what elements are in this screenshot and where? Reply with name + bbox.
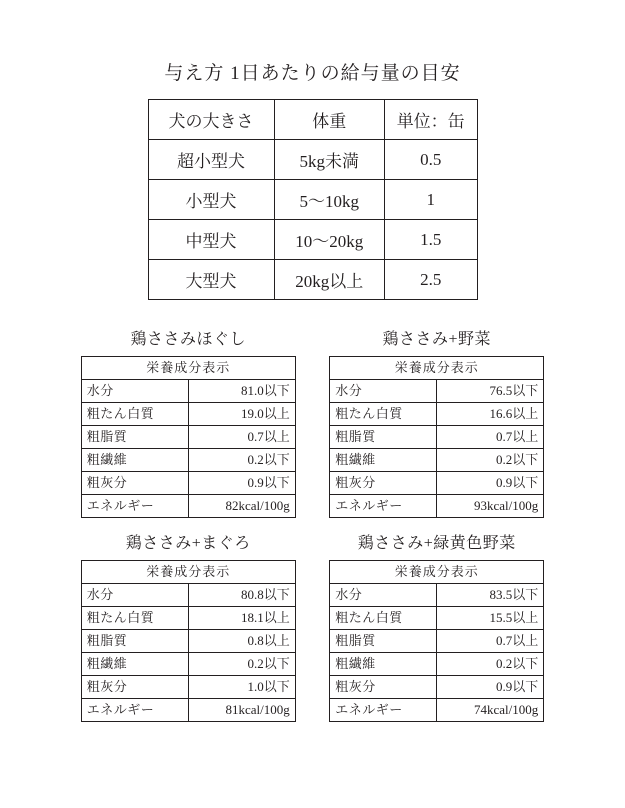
table-row [148,140,477,180]
table-row [330,584,544,607]
nutrition-table-header: 栄養成分表示 [330,561,544,584]
nutrition-block-title: 鶏ささみ+まぐろ [125,535,251,552]
nutrient-value: 0.2以下 [188,449,295,472]
nutrient-value: 0.7以上 [188,426,295,449]
table-row [330,495,544,518]
table-row [330,630,544,653]
nutrition-table [81,560,296,722]
nutrient-label: 粗繊維 [81,653,188,676]
nutrient-label: 粗繊維 [330,449,437,472]
column-header-weight: 体重 [274,100,384,140]
nutrient-label: 粗たん白質 [330,607,437,630]
document-page [0,58,625,808]
nutrient-value: 76.5以下 [437,380,544,403]
nutrient-value: 82kcal/100g [188,495,295,518]
table-row [330,403,544,426]
nutrient-value: 81kcal/100g [188,699,295,722]
table-row [81,676,295,699]
cell-dog-size: 大型犬 [148,260,274,300]
nutrient-label: 粗たん白質 [81,403,188,426]
nutrient-value: 0.9以下 [437,676,544,699]
nutrient-value: 0.9以下 [188,472,295,495]
nutrition-tables-grid [0,326,625,722]
table-row [81,403,295,426]
nutrition-block-sasami-ryokuoushoku-yasai [313,530,562,722]
nutrient-label: エネルギー [330,495,437,518]
table-row [148,220,477,260]
cell-unit: 0.5 [384,140,477,180]
nutrient-label: 粗脂質 [81,630,188,653]
nutrient-label: エネルギー [330,699,437,722]
nutrient-value: 0.2以下 [188,653,295,676]
nutrition-block-sasami-hogushi [64,326,313,518]
feeding-table-wrapper [0,99,625,300]
cell-weight: 5kg未満 [274,140,384,180]
cell-weight: 20kg以上 [274,260,384,300]
cell-unit: 2.5 [384,260,477,300]
nutrient-label: 粗灰分 [81,676,188,699]
feeding-guide-title: 与え方 1日あたりの給与量の目安 [164,63,461,84]
nutrient-value: 80.8以下 [188,584,295,607]
nutrient-label: エネルギー [81,699,188,722]
nutrient-value: 0.2以下 [437,653,544,676]
cell-dog-size: 超小型犬 [148,140,274,180]
nutrient-value: 93kcal/100g [437,495,544,518]
cell-dog-size: 中型犬 [148,220,274,260]
nutrient-value: 16.6以上 [437,403,544,426]
nutrient-label: 水分 [330,380,437,403]
table-row [81,584,295,607]
nutrient-label: 水分 [330,584,437,607]
nutrient-label: 水分 [81,584,188,607]
nutrition-block-title: 鶏ささみ+野菜 [382,331,492,348]
nutrition-table [329,356,544,518]
table-row [330,676,544,699]
table-row [81,653,295,676]
nutrient-label: 粗繊維 [330,653,437,676]
feeding-guide-table [148,99,478,300]
table-row [330,472,544,495]
nutrient-value: 0.9以下 [437,472,544,495]
nutrient-value: 15.5以上 [437,607,544,630]
nutrient-label: 粗灰分 [330,472,437,495]
nutrient-label: 粗脂質 [330,630,437,653]
cell-weight: 10〜20kg [274,220,384,260]
cell-dog-size: 小型犬 [148,180,274,220]
nutrient-value: 1.0以下 [188,676,295,699]
cell-unit: 1 [384,180,477,220]
nutrient-value: 0.8以上 [188,630,295,653]
table-row [148,180,477,220]
nutrition-block-title: 鶏ささみ+緑黄色野菜 [357,535,516,552]
table-row [330,380,544,403]
nutrition-table-header: 栄養成分表示 [81,561,295,584]
table-row [81,449,295,472]
nutrient-label: 粗たん白質 [81,607,188,630]
nutrient-label: 粗灰分 [81,472,188,495]
nutrition-block-title: 鶏ささみほぐし [130,331,246,348]
nutrition-block-sasami-maguro [64,530,313,722]
table-header-row [148,100,477,140]
cell-unit: 1.5 [384,220,477,260]
nutrition-block-sasami-yasai [313,326,562,518]
nutrient-value: 0.7以上 [437,630,544,653]
nutrient-value: 0.7以上 [437,426,544,449]
table-row [81,699,295,722]
table-header-row [81,357,295,380]
table-row [81,426,295,449]
nutrient-value: 81.0以下 [188,380,295,403]
nutrition-table [329,560,544,722]
table-row [330,699,544,722]
nutrient-value: 0.2以下 [437,449,544,472]
nutrient-label: 粗灰分 [330,676,437,699]
nutrition-table-header: 栄養成分表示 [330,357,544,380]
column-header-unit: 単位：缶 [384,100,477,140]
table-header-row [330,357,544,380]
nutrient-label: 粗繊維 [81,449,188,472]
table-row [81,630,295,653]
nutrient-value: 19.0以上 [188,403,295,426]
table-row [81,380,295,403]
table-row [81,495,295,518]
table-row [148,260,477,300]
nutrient-label: 水分 [81,380,188,403]
nutrient-label: 粗脂質 [330,426,437,449]
table-row [330,653,544,676]
table-header-row [81,561,295,584]
nutrient-label: エネルギー [81,495,188,518]
table-header-row [330,561,544,584]
table-row [81,607,295,630]
cell-weight: 5〜10kg [274,180,384,220]
nutrition-table-header: 栄養成分表示 [81,357,295,380]
table-row [330,607,544,630]
nutrient-label: 粗脂質 [81,426,188,449]
column-header-dog-size: 犬の大きさ [148,100,274,140]
nutrient-value: 18.1以上 [188,607,295,630]
nutrient-value: 74kcal/100g [437,699,544,722]
table-row [81,472,295,495]
table-row [330,426,544,449]
nutrient-value: 83.5以下 [437,584,544,607]
nutrition-table [81,356,296,518]
table-row [330,449,544,472]
nutrient-label: 粗たん白質 [330,403,437,426]
